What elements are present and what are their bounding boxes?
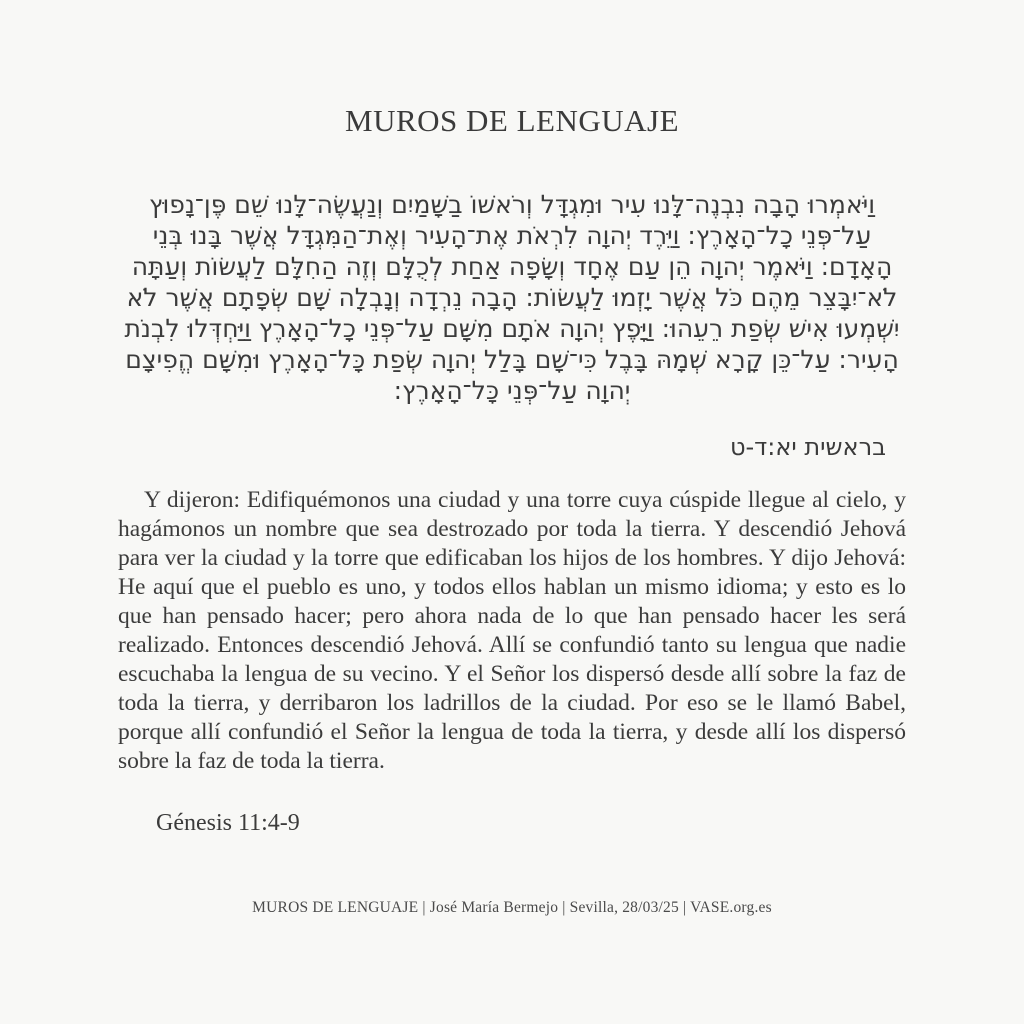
page-title: MUROS DE LENGUAJE: [345, 103, 679, 138]
hebrew-scripture-reference: בראשית יא:ד-ט: [729, 433, 886, 461]
spanish-scripture-passage: Y dijeron: Edifiquémonos una ciudad y una torre cuya cúspide llegue al cielo, y hagámonos un nombre que sea destrozado por toda la tierra. Y descendió Jehová para ver la ciudad y la torre que edificaban los hijos de los hombres. Y dijo Jehová: He aquí que el pueblo es uno, y todos ellos hablan un mismo idioma; y esto es lo que han pensado hacer; pero ahora nada de lo que han pensado hacer les será realizado. Entonces descendió Jehová. Allí se confundió tanto su lengua que nadie escuchaba la lengua de su vecino. Y el Señor los dispersó desde allí sobre la faz de toda la tierra, y derribaron los ladrillos de la ciudad. Por eso se le llamó Babel, porque allí confundió el Señor la lengua de toda la tierra, y desde allí los dispersó sobre la faz de toda la tierra.: [118, 487, 906, 774]
hebrew-scripture-passage: וַיֹּאמְרוּ הָבָה נִבְנֶה־לָּנוּ עִיר וּמִגְדָּל וְרֹאשׁוֹ בַשָּׁמַיִם וְנַעֲשֶׂה־לָּנוּ שֵׁם פֶּן־נָפוּץ עַל־פְּנֵי כָל־הָאָרֶץ: וַיֵּרֶד יְהוָה לִרְאֹת אֶת־הָעִיר וְאֶת־הַמִּגְדָּל אֲשֶׁר בָּנוּ בְּנֵי הָאָדָם: וַיֹּאמֶר יְהוָה הֵן עַם אֶחָד וְשָׂפָה אַחַת לְכֻלָּם וְזֶה הַחִלָּם לַעֲשׂוֹת וְעַתָּה לֹא־יִבָּצֵר מֵהֶם כֹּל אֲשֶׁר יָזְמוּ לַעֲשׂוֹת: הָבָה נֵרְדָה וְנָבְלָה שָׁם שְׂפָתָם אֲשֶׁר לֹא יִשְׁמְעוּ אִישׁ שְׂפַת רֵעֵהוּ: וַיָּפֶץ יְהוָה אֹתָם מִשָּׁם עַל־פְּנֵי כָל־הָאָרֶץ וַיַּחְדְּלוּ לִבְנֹת הָעִיר: עַל־כֵּן קָרָא שְׁמָהּ בָּבֶל כִּי־שָׁם בָּלַל יְהוָה שְׂפַת כָּל־הָאָרֶץ וּמִשָּׁם הֱפִיצָם יְהוָה עַל־פְּנֵי כָּל־הָאָרֶץ:: [124, 190, 900, 405]
spanish-scripture-reference: Génesis 11:4-9: [156, 810, 300, 836]
footer-credits: MUROS DE LENGUAJE | José María Bermejo | Sevilla, 28/03/25 | VASE.org.es: [252, 899, 772, 916]
